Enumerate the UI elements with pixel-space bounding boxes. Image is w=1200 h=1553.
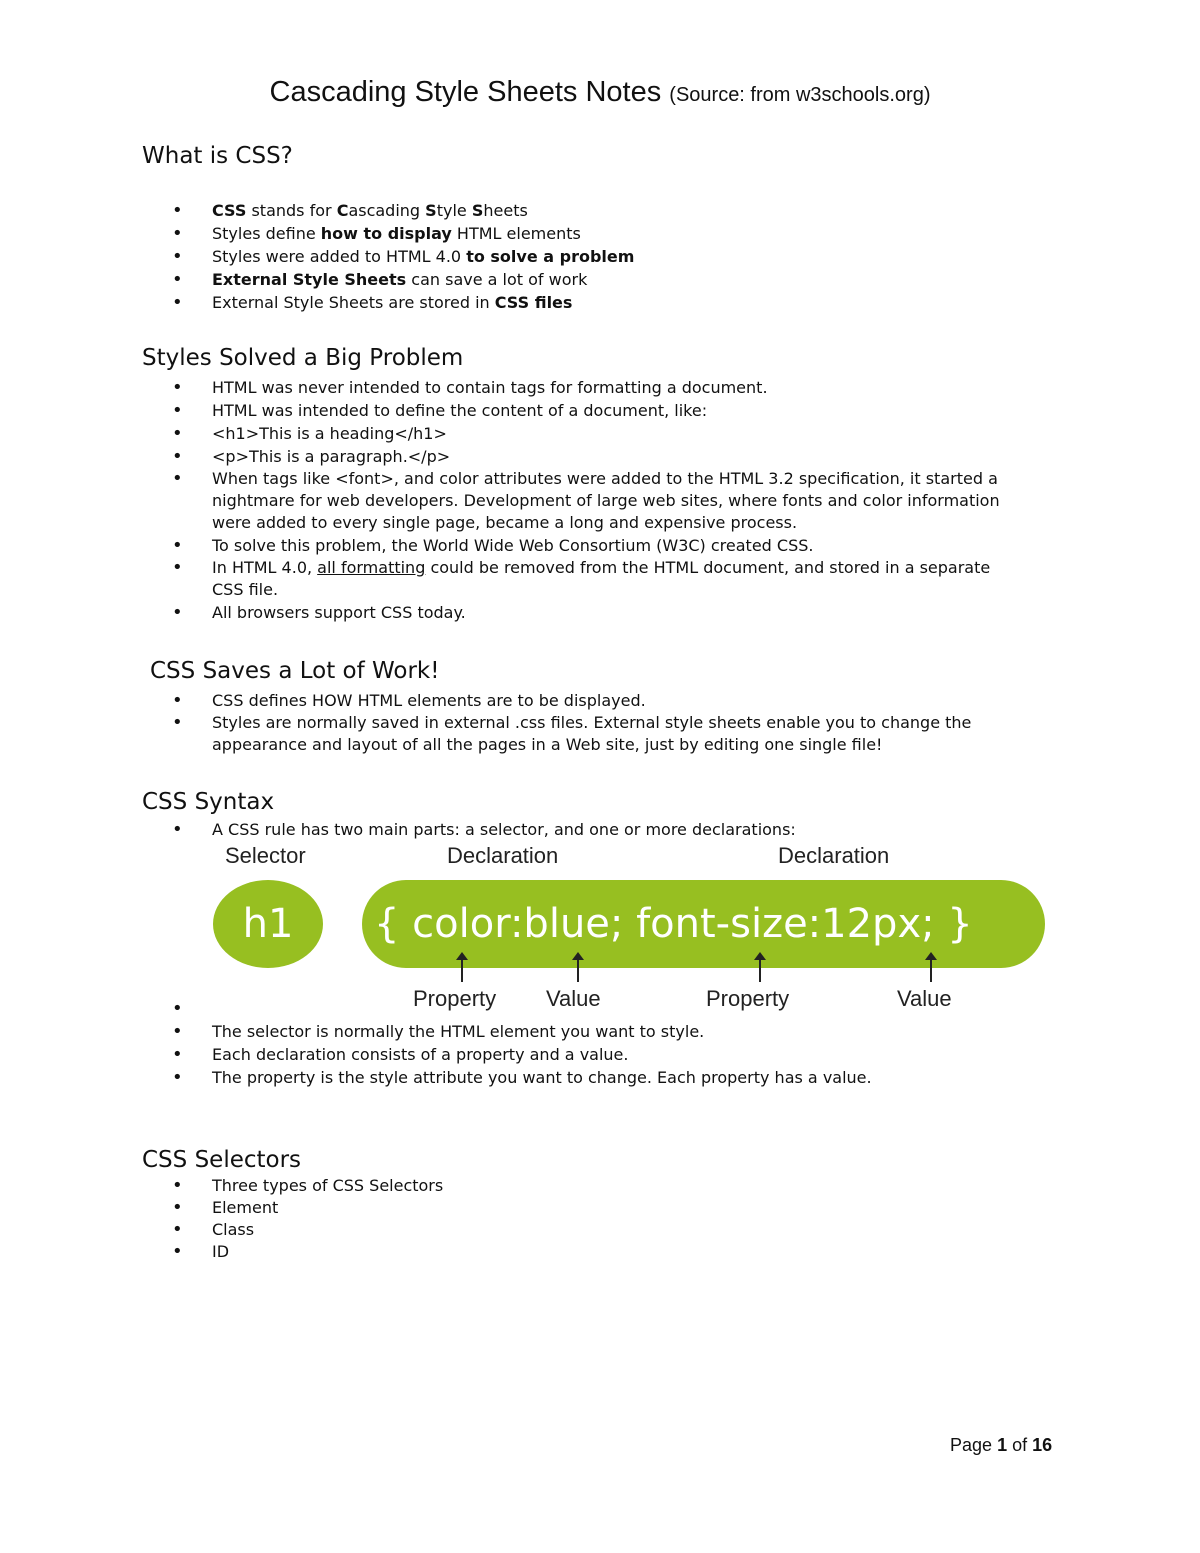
current-page: 1 [997, 1435, 1008, 1455]
list-item-empty [172, 997, 872, 1020]
text: In HTML 4.0, [212, 558, 318, 577]
text: External Style Sheets are stored in [212, 293, 495, 312]
declaration-label-1: Declaration [447, 843, 559, 868]
text: ascading [348, 201, 426, 220]
title-source: (Source: from w3schools.org) [669, 84, 931, 106]
declaration-pill: { color:blue; font-size:12px; } [362, 880, 1045, 968]
list-syntax [172, 997, 872, 1089]
selector-label: Selector [225, 843, 306, 868]
heading-styles-solved: Styles Solved a Big Problem [142, 345, 464, 371]
text: could be removed from the HTML document, and stored in a separate CSS file. [212, 558, 991, 599]
bold-text: S [425, 201, 437, 220]
title-text: Cascading Style Sheets Notes [269, 76, 662, 108]
property-label-2: Property [706, 986, 790, 1011]
total-pages: 16 [1032, 1435, 1053, 1455]
list-item: • A CSS rule has two main parts: a selector, and one or more declarations: [172, 818, 796, 841]
list-what-is-css [172, 199, 634, 314]
selector-circle: h1 [213, 880, 323, 968]
list-item: • Three types of CSS Selectors [172, 1175, 443, 1197]
page-label: Page [950, 1435, 993, 1455]
underlined-text: all formatting [317, 558, 426, 577]
list-item [172, 199, 634, 222]
bold-text: to solve a problem [466, 247, 635, 266]
list-item [172, 245, 634, 268]
list-item [172, 557, 1012, 601]
text: stands for [246, 201, 337, 220]
list-item: • <h1>This is a heading</h1> [172, 422, 1012, 445]
list-selectors [172, 1175, 443, 1263]
arrow-up-icon [930, 954, 932, 982]
css-syntax-diagram [200, 838, 1070, 1018]
list-item: • The selector is normally the HTML element you want to style. [172, 1020, 872, 1043]
list-item: • <p>This is a paragraph.</p> [172, 445, 1012, 468]
arrow-up-icon [577, 954, 579, 982]
list-item: • To solve this problem, the World Wide Web Consortium (W3C) created CSS. [172, 534, 1012, 557]
bold-text: CSS [212, 201, 247, 220]
bold-text: External Style Sheets [212, 270, 407, 289]
list-item: • ID [172, 1241, 443, 1263]
list-item [172, 291, 634, 314]
text: HTML elements [451, 224, 581, 243]
list-item: • When tags like <font>, and color attributes were added to the HTML 3.2 specification, it started a nightmare for web developers. Development of large web sites, where fonts and color information were added to every single page, became a long and expensive process. [172, 468, 1012, 534]
heading-selectors: CSS Selectors [142, 1147, 302, 1173]
list-item: • HTML was intended to define the content of a document, like: [172, 399, 1012, 422]
text: can save a lot of work [406, 270, 588, 289]
heading-syntax: CSS Syntax [142, 789, 275, 815]
arrow-up-icon [759, 954, 761, 982]
list-item: • CSS defines HOW HTML elements are to be displayed. [172, 689, 1062, 712]
heading-saves-work: CSS Saves a Lot of Work! [150, 658, 440, 684]
list-item [172, 268, 634, 291]
text: Styles were added to HTML 4.0 [212, 247, 467, 266]
value-label-2: Value [897, 986, 952, 1011]
text: heets [483, 201, 528, 220]
declaration-label-2: Declaration [778, 843, 890, 868]
arrow-up-icon [461, 954, 463, 982]
bold-text: C [336, 201, 349, 220]
text: tyle [436, 201, 472, 220]
page-footer [950, 1435, 1052, 1456]
list-item: • The property is the style attribute you want to change. Each property has a value. [172, 1066, 872, 1089]
list-item: • Each declaration consists of a property and a value. [172, 1043, 872, 1066]
list-saves-work [172, 689, 1062, 756]
heading-what-is-css: What is CSS? [142, 143, 293, 169]
property-label-1: Property [413, 986, 497, 1011]
value-label-1: Value [546, 986, 601, 1011]
list-item: • Element [172, 1197, 443, 1219]
list-item: • Class [172, 1219, 443, 1241]
document-title [0, 76, 1200, 109]
list-styles-solved [172, 376, 1012, 624]
bold-text: how to display [320, 224, 452, 243]
bold-text: CSS files [494, 293, 573, 312]
text: Styles define [212, 224, 321, 243]
list-item [172, 222, 634, 245]
bold-text: S [471, 201, 484, 220]
list-item: • HTML was never intended to contain tags for formatting a document. [172, 376, 1012, 399]
list-item: • Styles are normally saved in external .css files. External style sheets enable you to change the appearance and layout of all the pages in a Web site, just by editing one single file! [172, 712, 1062, 756]
of-label: of [1012, 1435, 1028, 1455]
list-item: • All browsers support CSS today. [172, 601, 1012, 624]
